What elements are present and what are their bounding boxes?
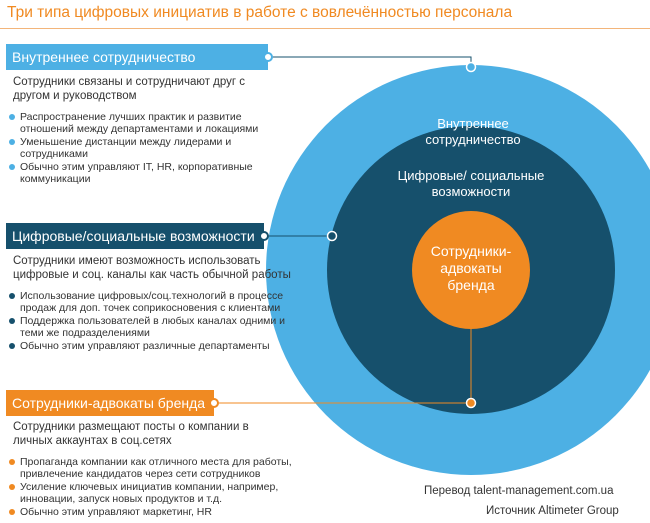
bullet-dot-icon	[9, 459, 15, 465]
list-item-text: Обычно этим управляют различные департаменты	[20, 340, 270, 352]
list-item-text: Распространение лучших практик и развитие отношений между департаментами и локациями	[20, 111, 259, 135]
list-item	[8, 161, 276, 185]
bullet-dot-icon	[9, 139, 15, 145]
bullet-dot-icon	[9, 343, 15, 349]
source-credit: Источник Altimeter Group	[486, 505, 619, 517]
list-item-text: Обычно этим управляют маркетинг, HR	[20, 506, 212, 518]
section-header-internal-collaboration	[6, 44, 268, 70]
list-item	[8, 456, 328, 480]
list-item-text: Уменьшение дистанции между лидерами и сотрудниками	[20, 136, 232, 160]
section-bullet-list	[8, 456, 328, 519]
list-item-text: Обычно этим управляют IT, HR, корпоративные коммуникации	[20, 161, 253, 185]
section-description: Сотрудники размещают посты о компании в личных аккаунтах в соц.сетях	[13, 421, 249, 447]
bullet-dot-icon	[9, 114, 15, 120]
section-header-digital-social	[6, 223, 264, 249]
section-description: Сотрудники связаны и сотрудничают друг с другом и руководством	[13, 76, 246, 102]
list-item-text: Усиление ключевых инициатив компании, например, инновации, запуск новых продуктов и т.д.	[20, 481, 279, 505]
header-connector-dot	[263, 52, 273, 62]
list-item	[8, 506, 328, 518]
header-connector-dot	[209, 398, 219, 408]
bullet-dot-icon	[9, 164, 15, 170]
header-connector-dot	[259, 231, 269, 241]
section-header-label: Внутреннее сотрудничество	[12, 49, 196, 65]
list-item	[8, 481, 328, 505]
connector-marker-inner	[467, 399, 476, 408]
connector-marker-middle	[328, 232, 337, 241]
section-header-label: Цифровые/социальные возможности	[12, 228, 255, 244]
list-item	[8, 136, 276, 160]
bullet-dot-icon	[9, 484, 15, 490]
section-bullet-list	[8, 111, 276, 186]
section-description: Сотрудники имеют возможность использовать цифровые и соц. каналы как часть обычной работы	[13, 255, 291, 281]
bullet-dot-icon	[9, 509, 15, 515]
translation-credit: Перевод talent-management.com.ua	[424, 485, 614, 497]
bullet-dot-icon	[9, 318, 15, 324]
connector-marker-outer	[467, 63, 476, 72]
middle-ring-label: Цифровые/ социальные возможности	[397, 168, 545, 199]
outer-ring-label: Внутреннее сотрудничество	[425, 116, 521, 147]
section-header-brand-advocates	[6, 390, 214, 416]
list-item-text: Поддержка пользователей в любых каналах одними и теми же подразделениями	[20, 315, 286, 339]
list-item-text: Использование цифровых/соц.технологий в процессе продаж для доп. точек соприкосновения с клиентами	[20, 290, 284, 314]
list-item-text: Пропаганда компании как отличного места для работы, привлечение кандидатов через сети сотрудников	[20, 456, 292, 480]
connector-line-outer	[268, 57, 471, 65]
list-item	[8, 340, 308, 352]
bullet-dot-icon	[9, 293, 15, 299]
inner-ring-label: Сотрудники- адвокаты бренда	[430, 243, 512, 293]
section-bullet-list	[8, 290, 308, 353]
page-title: Три типа цифровых инициатив в работе с вовлечённостью персонала	[7, 4, 513, 21]
list-item	[8, 290, 308, 314]
list-item	[8, 315, 308, 339]
list-item	[8, 111, 276, 135]
section-header-label: Сотрудники-адвокаты бренда	[12, 395, 206, 411]
